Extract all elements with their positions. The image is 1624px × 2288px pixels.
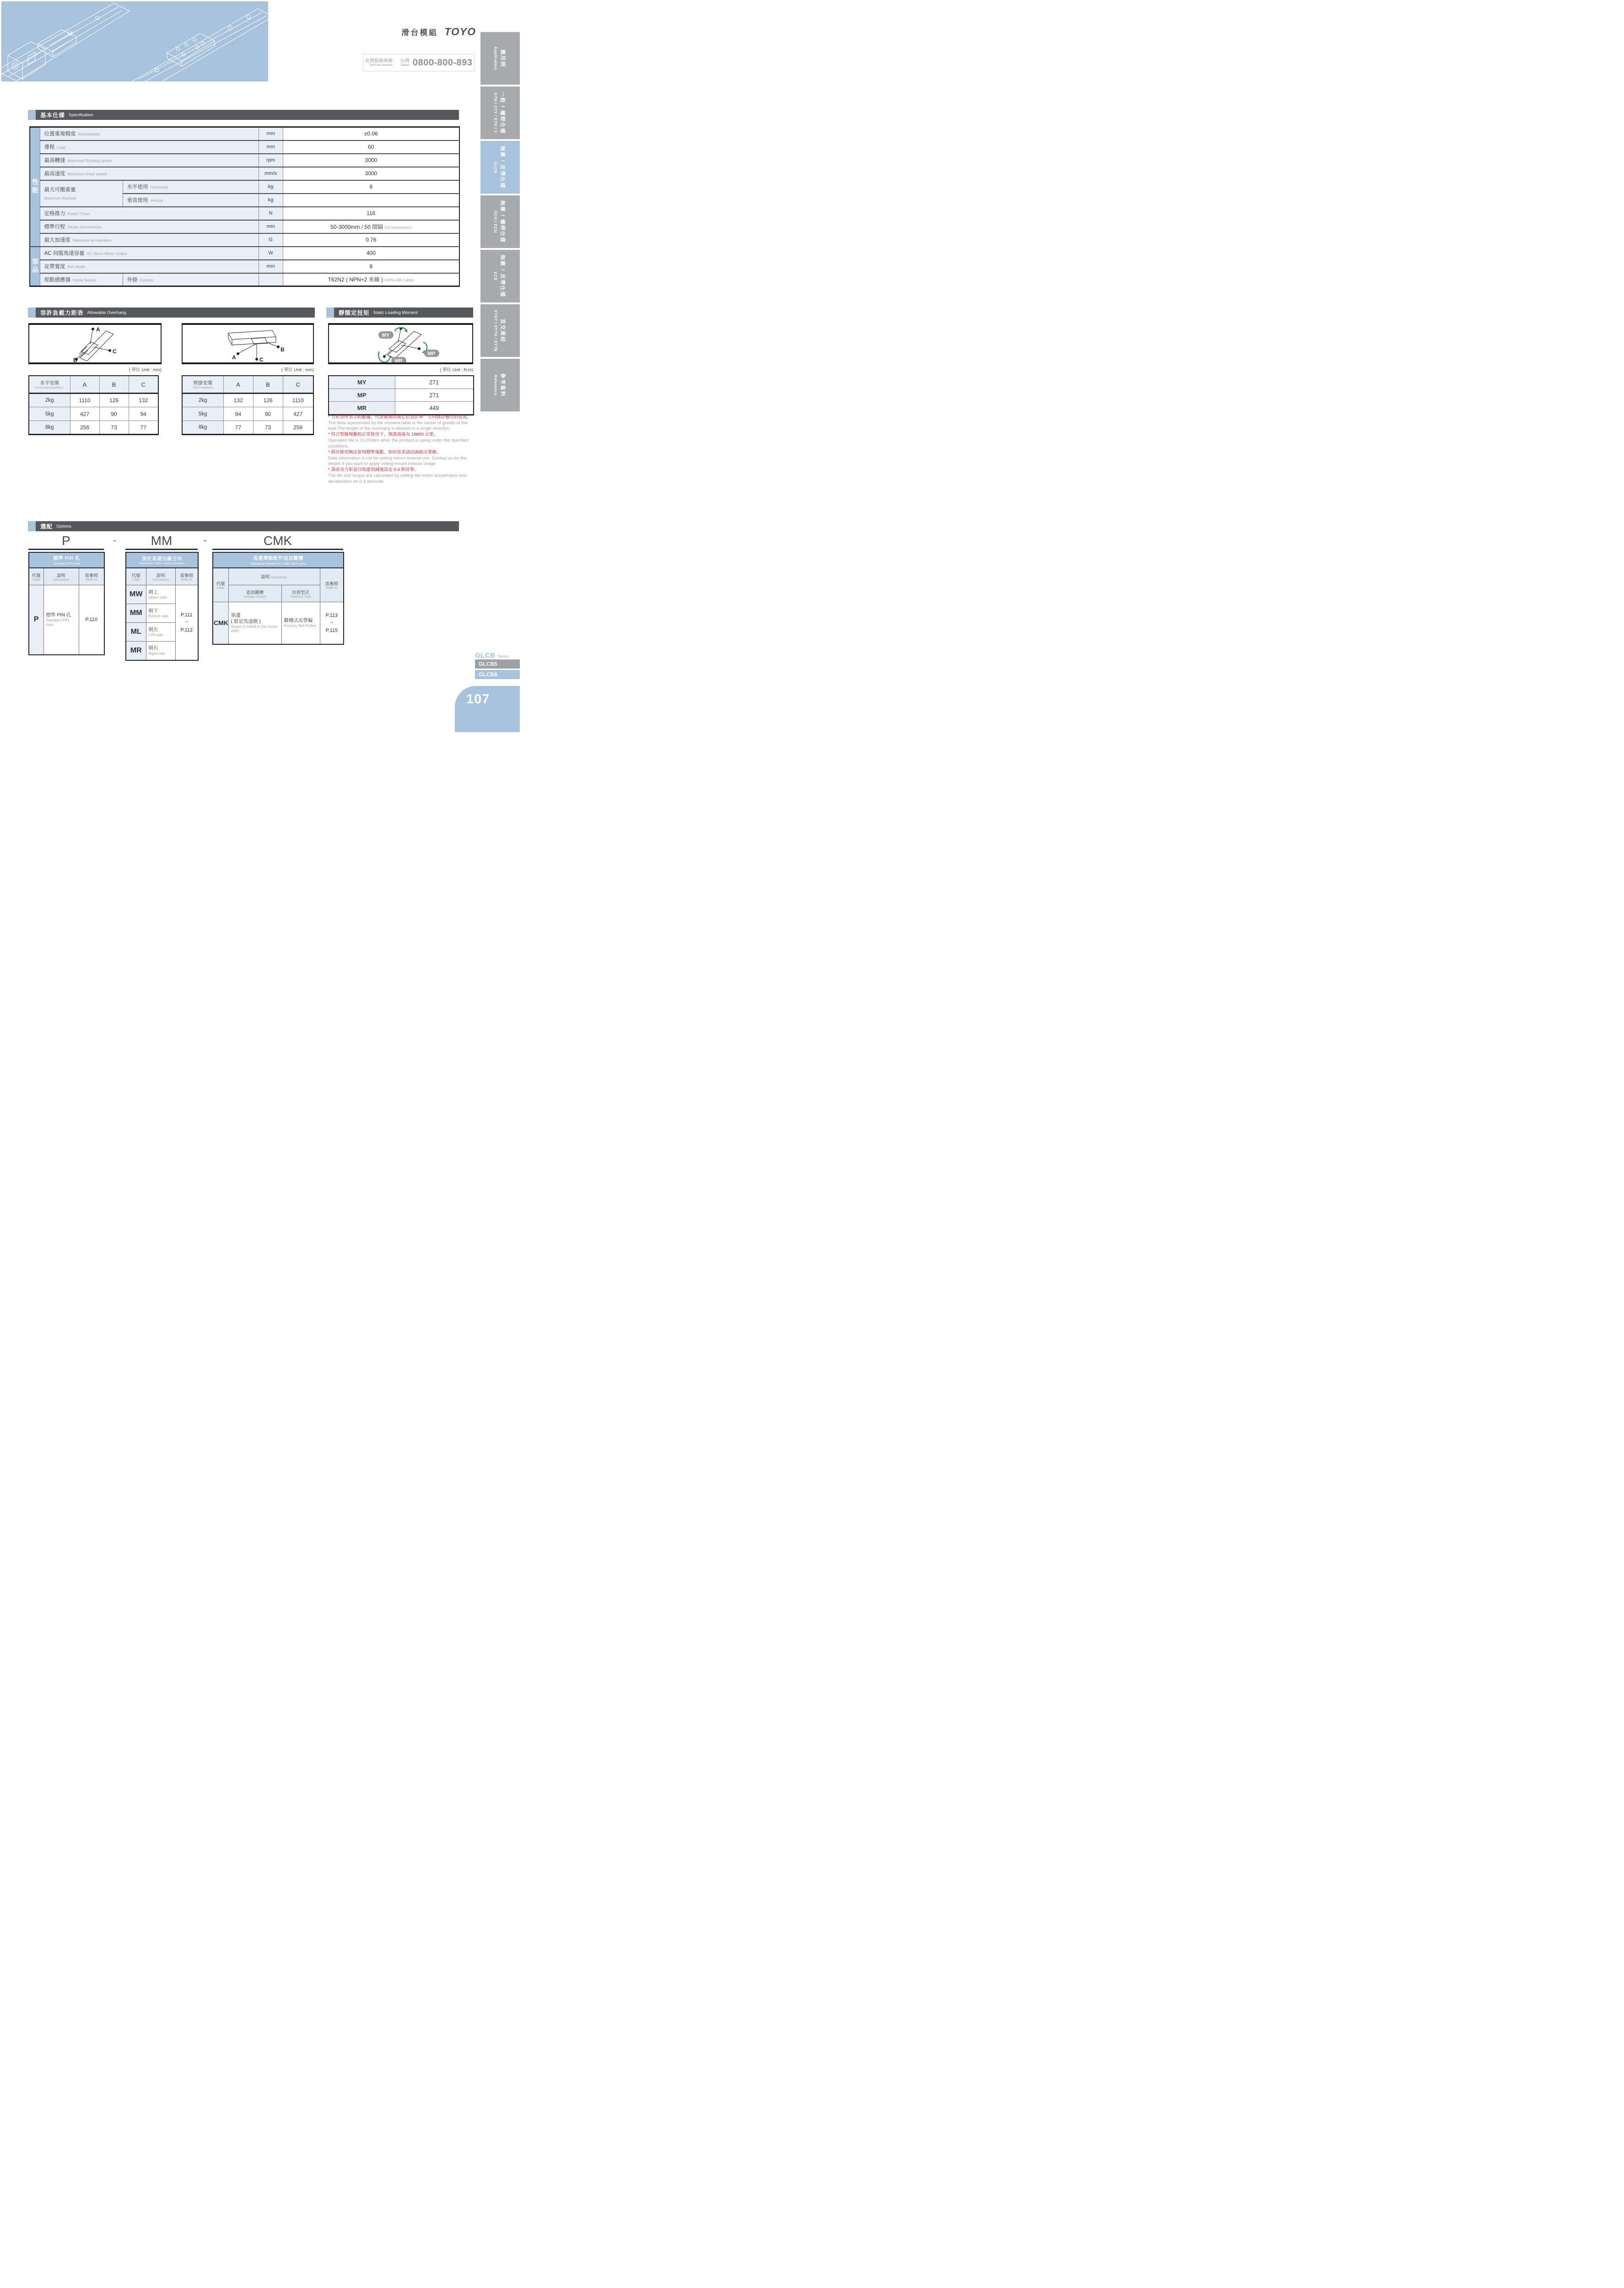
- overhang-table-wall: [182, 375, 314, 435]
- table-row: 2kg 132 126 1110: [182, 394, 313, 407]
- option-code-mm: MM: [151, 534, 173, 548]
- page-number-blob: [455, 686, 520, 732]
- group-label-performance: 性能: [32, 178, 39, 195]
- table-row: 8kg 77 73 256: [182, 421, 313, 435]
- table-header-row: 水平安裝 Horizontal Installation A B C: [29, 376, 158, 394]
- spec-table: [29, 126, 460, 287]
- svg-text:B: B: [281, 346, 285, 353]
- model-badge-glcb8[interactable]: GLCB8: [475, 670, 520, 679]
- tollfree-box: [363, 54, 475, 71]
- unit-note: ( 單位 Unit : mm): [281, 367, 314, 372]
- code-underline: [125, 549, 198, 550]
- moment-diagram: [328, 323, 473, 364]
- tollfree-region: 台灣 Taiwan: [400, 58, 410, 67]
- svg-text:A: A: [96, 326, 100, 333]
- table-header-row: 標準 PIN 孔 Standard PIN hole: [29, 552, 104, 568]
- code-underline: [212, 549, 343, 550]
- table-row: ML 朝左 Left side: [126, 623, 198, 642]
- section-accent: [28, 521, 36, 531]
- value-cell: 8: [283, 260, 459, 273]
- table-row: 最大加速度 Maximum acceleration G 0.76: [30, 233, 459, 247]
- svg-text:MY: MY: [382, 333, 390, 338]
- value-cell: ±0.06: [283, 127, 459, 140]
- overhang-diagram-wall: [182, 323, 314, 364]
- table-row: 最高速度 Maximum linear speed mm/s 3000: [30, 167, 459, 180]
- table-row: 導程 Lead mm 60: [30, 140, 459, 154]
- svg-text:A: A: [232, 354, 236, 361]
- value-cell: T62N2 ( NPN+2 米線 ) (NPN+2M Cable): [283, 273, 459, 286]
- section-accent: [28, 110, 36, 120]
- series-label: GLCB Series: [475, 652, 509, 659]
- sidebar-tab-reference[interactable]: 參考資料 Reference: [480, 359, 520, 411]
- page-number: 107: [466, 692, 490, 707]
- table-colhead-row: 代號 Code 說明 Instructions 需參照 Refer to: [126, 568, 198, 585]
- sidebar: [480, 32, 520, 413]
- table-row: MM 朝下 Bottom side: [126, 604, 198, 623]
- option-table-cable-direction: [125, 552, 199, 661]
- overhang-diagram-horizontal: [28, 323, 162, 364]
- overhang-section-header: 容許負載力距表 Allowable Overhang: [28, 308, 315, 318]
- code-underline: [28, 549, 104, 550]
- sidebar-tab-gch-ech[interactable]: 無塵 / 螺桿仕樣 GCH / ECH: [480, 195, 520, 248]
- section-accent: [28, 308, 36, 318]
- svg-text:MP: MP: [427, 351, 436, 356]
- moment-footnotes: * 力矩表所表示的數據，代表荷重的重心位置於單一方向容許懸出的長度。 The data represented by the moment table is the center of gravity of the load.The length of the overhang is allowed in a single direction. * 符合型錄規範的正常使用下，保證壽命為 10000 公里。 Operation life is 10,000km when the product is using under the specified conditions. * 倒吊使用無法套用標準規範，如有需求請洽詢我司業務。 Data information is not for ceiling-mount inverse use. Contact us for the details if you want to apply ceiling-mount inverse usage. * 壽命及力矩是以馬達加減速設定 0.4 秒計算。 The life and torque are calculated by setting the motor acceleration and deceleration for 0.4 seconds.: [328, 415, 472, 484]
- table-row: 最高轉速 Maximum Rotating speed rpm 3000: [30, 154, 459, 167]
- not-applicable-cell: [283, 194, 459, 207]
- table-colhead-row: 追加鍵槽 Keyway Groove 出貨型式 Shipment Type: [213, 585, 344, 602]
- table-row: 標準行程 Stroke (increments) mm 50-3000mm / 50 間隔 (50 increments): [30, 220, 459, 233]
- table-row: 2kg 1110 126 132: [29, 394, 158, 407]
- value-cell: 3000: [283, 154, 459, 167]
- code-separator: -: [203, 535, 207, 545]
- unit-note: ( 單位 Unit : N.m): [440, 367, 473, 372]
- sidebar-tab-glcb[interactable]: 無塵 / 皮帶仕樣 GLCB: [480, 141, 520, 194]
- option-table-keyway: [212, 552, 344, 645]
- table-header-row: 馬達傳動配件追加鍵槽 Additional keyway for motor drive parts: [213, 552, 344, 568]
- table-colhead-row: 代號 Code 說明 Instructions 需參照 Refer to: [213, 568, 344, 585]
- catalog-page: [0, 0, 520, 732]
- sidebar-tab-ecb[interactable]: 無塵 / 皮帶仕樣 ECB: [480, 250, 520, 302]
- section-accent: [326, 308, 334, 318]
- table-row: MW 朝上 Upper side P.111 ~ P.112: [126, 585, 198, 604]
- value-cell: 50-3000mm / 50 間隔 (50 increments): [283, 220, 459, 233]
- actuator-line-drawing: [1, 1, 268, 81]
- model-badge-glcb5[interactable]: GLCB5: [475, 659, 520, 669]
- table-row: 垂直使用 Vertical kg: [30, 194, 459, 207]
- value-cell: 60: [283, 140, 459, 154]
- options-section-header: 選配 Options: [28, 521, 459, 531]
- table-row: 5kg 94 90 427: [182, 407, 313, 421]
- spec-section-header: 基本仕樣 Specification: [28, 110, 459, 120]
- table-colhead-row: 代號 Code 說明 Instructions 需參照 Refer to: [29, 568, 104, 585]
- hero-image: [1, 1, 268, 81]
- table-row: 最大可搬重量 Maximum Payload 水平使用 Horizontal kg 8: [30, 180, 459, 194]
- svg-text:B: B: [73, 357, 77, 362]
- svg-text:MR: MR: [394, 358, 403, 362]
- table-row: 原點感應器 Home Sensor 外掛 Outside T62N2 ( NPN+2 米線 ) (NPN+2M Cable): [30, 273, 459, 286]
- moment-table: [328, 375, 474, 416]
- table-row: MP 271: [329, 389, 474, 402]
- table-row: 8kg 256 73 77: [29, 421, 158, 435]
- moment-section-header: 靜額定扭矩 Static Loading Moment: [326, 308, 473, 318]
- value-cell: 8: [283, 180, 459, 194]
- refer-range-cell: P.113 ~ P.115: [320, 602, 344, 644]
- table-row: 5kg 427 90 94: [29, 407, 158, 421]
- table-row: 部品 AC 伺服馬達容量 AC Servo Motor Output W 400: [30, 247, 459, 260]
- svg-text:C: C: [259, 356, 264, 362]
- overhang-table-horizontal: [28, 375, 159, 435]
- table-row: MR 朝右 Right side: [126, 642, 198, 660]
- table-row: 定格推力 Rated Thrust N 116: [30, 207, 459, 220]
- group-label-parts: 部品: [32, 258, 39, 275]
- sidebar-tab-application[interactable]: 應用例 Application: [480, 32, 520, 85]
- table-row: P 標準 PIN 孔 Standard PIN hole P.110: [29, 585, 104, 655]
- value-cell: 3000: [283, 167, 459, 180]
- unit-note: ( 單位 Unit : mm): [129, 367, 162, 372]
- header-brand-row: [380, 26, 476, 38]
- table-header-row: 壁掛安裝 Wall Installation A B C: [182, 376, 313, 394]
- refer-range-cell: P.111 ~ P.112: [175, 585, 198, 660]
- product-type-title: 滑台模組: [401, 28, 438, 37]
- value-cell: 116: [283, 207, 459, 220]
- table-row: CMK 單邊 ( 限定馬達側 ) Single (Limited to the motor side) 鍵槽式皮帶輪 Keyway Belt Pulley P.113 ~ P.115: [213, 602, 344, 644]
- tollfree-label: 免費服務專線： Toll-Free Number: [365, 58, 397, 67]
- value-cell: 400: [283, 247, 459, 260]
- table-header-row: 指定馬達出線方向 Selectable Cable Leading Direction: [126, 552, 198, 568]
- option-code-cmk: CMK: [263, 534, 292, 548]
- code-separator: -: [113, 535, 116, 545]
- sidebar-tab-gth-gty-eth-y[interactable]: 一般 / 螺桿仕樣 GTH / GTY / ETH / Y: [480, 86, 520, 139]
- option-code-p: P: [62, 534, 70, 548]
- rotation-arrowhead-icon: [389, 329, 425, 359]
- table-row: 皮帶寬度 Belt Width mm 8: [30, 260, 459, 273]
- table-row: MR 449: [329, 402, 474, 415]
- table-row: 性能 位置重複精度 Repeatability mm ±0.06: [30, 127, 459, 140]
- option-table-pin: [28, 552, 105, 655]
- tollfree-number: 0800-800-893: [412, 57, 473, 68]
- sidebar-tab-xygt-xyth-xytb[interactable]: 直交連結 XYGT / XYTH / XYTB: [480, 304, 520, 357]
- toyo-logo: TOYO: [444, 26, 476, 38]
- value-cell: 0.76: [283, 233, 459, 247]
- svg-text:C: C: [113, 348, 117, 355]
- table-row: MY 271: [329, 376, 474, 389]
